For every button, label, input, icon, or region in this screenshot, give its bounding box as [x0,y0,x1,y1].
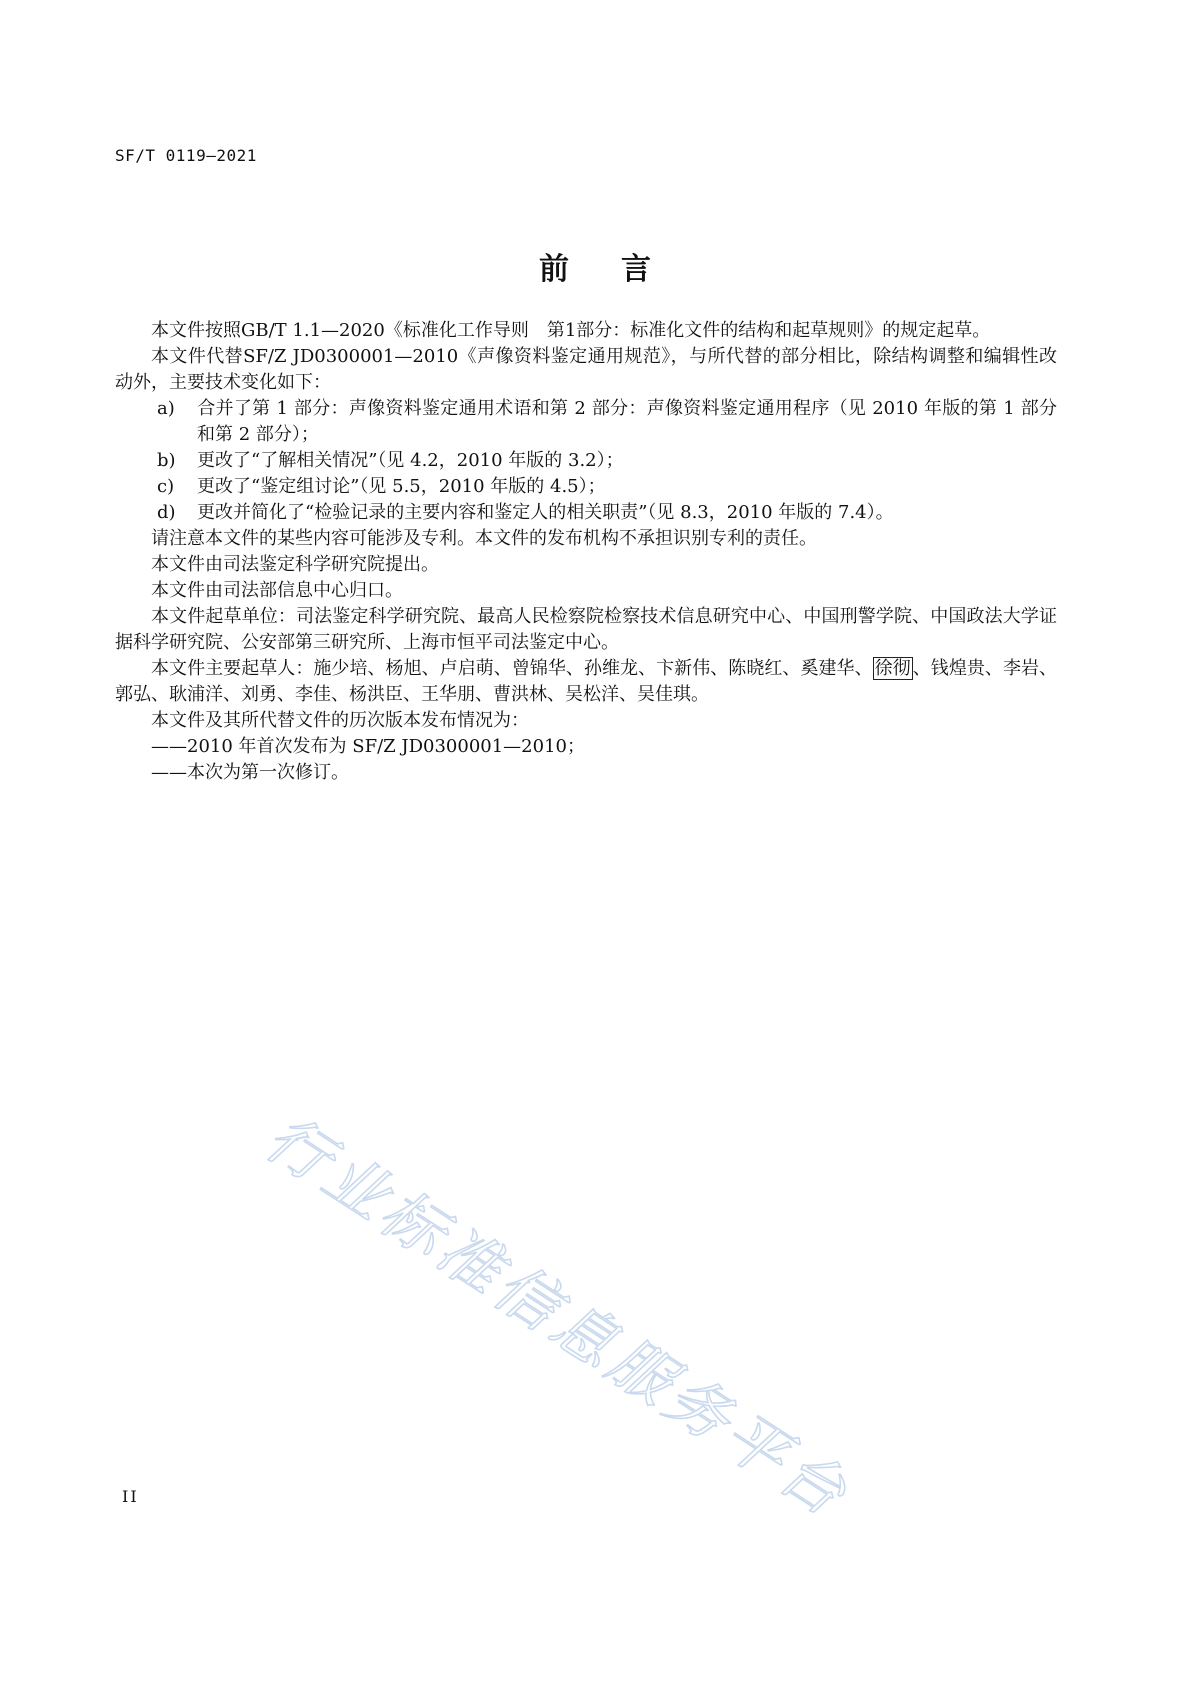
paragraph-drafting-rules: 本文件按照GB/T 1.1—2020《标准化工作导则 第1部分：标准化文件的结构和起草规则》的规定起草。 [151,320,991,341]
change-item-a [115,396,1057,448]
list-marker: b) [157,450,176,471]
page-title: 前言 [539,252,703,287]
change-item-b [115,448,1057,474]
list-marker: c) [157,476,175,497]
list-marker: a) [157,398,175,419]
paragraph-drafters [115,656,1057,708]
foreword-body [115,318,1057,786]
history-item-current: ——本次为第一次修订。 [151,762,349,783]
paragraph-administrator: 本文件由司法部信息中心归口。 [151,580,403,601]
list-item-text: 合并了第 1 部分：声像资料鉴定通用术语和第 2 部分：声像资料鉴定通用程序（见 2010 年版的第 1 部分和第 2 部分）； [197,398,1057,445]
list-item-text: 更改了“了解相关情况”（见 4.2，2010 年版的 3.2）； [197,450,624,471]
drafters-text-end: 、钱煌贵、李岩、郭弘、耿浦洋、刘勇、李佳、杨洪臣、王华朋、曹洪林、吴松洋、吴佳琪。 [115,658,1058,705]
paragraph-history-intro: 本文件及其所代替文件的历次版本发布情况为： [151,710,529,731]
highlighted-name: 徐彻 [874,658,911,679]
paragraph-patent-notice: 请注意本文件的某些内容可能涉及专利。本文件的发布机构不承担识别专利的责任。 [151,528,817,549]
document-code: SF/T 0119—2021 [115,146,257,165]
change-item-c [115,474,1057,500]
page-number: II [122,1487,139,1506]
list-item-text: 更改了“鉴定组讨论”（见 5.5，2010 年版的 4.5）； [197,476,606,497]
history-item-first: ——2010 年首次发布为 SF/Z JD0300001—2010； [151,736,585,757]
paragraph-replacement: 本文件代替SF/Z JD0300001—2010《声像资料鉴定通用规范》，与所代替的部分相比，除结构调整和编辑性改动外，主要技术变化如下： [115,346,1057,393]
paragraph-proposer: 本文件由司法鉴定科学研究院提出。 [151,554,439,575]
drafters-text-start: 本文件主要起草人：施少培、杨旭、卢启萌、曾锦华、孙维龙、卞新伟、陈晓红、奚建华、 [151,658,873,679]
paragraph-drafting-units: 本文件起草单位：司法鉴定科学研究院、最高人民检察院检察技术信息研究中心、中国刑警学院、中国政法大学证据科学研究院、公安部第三研究所、上海市恒平司法鉴定中心。 [115,606,1057,653]
watermark: 行业标准信息服务平台 [253,1100,864,1533]
change-item-d [115,500,1057,526]
list-marker: d) [157,502,176,523]
list-item-text: 更改并简化了“检验记录的主要内容和鉴定人的相关职责”（见 8.3，2010 年版的 7.4）。 [197,502,894,523]
